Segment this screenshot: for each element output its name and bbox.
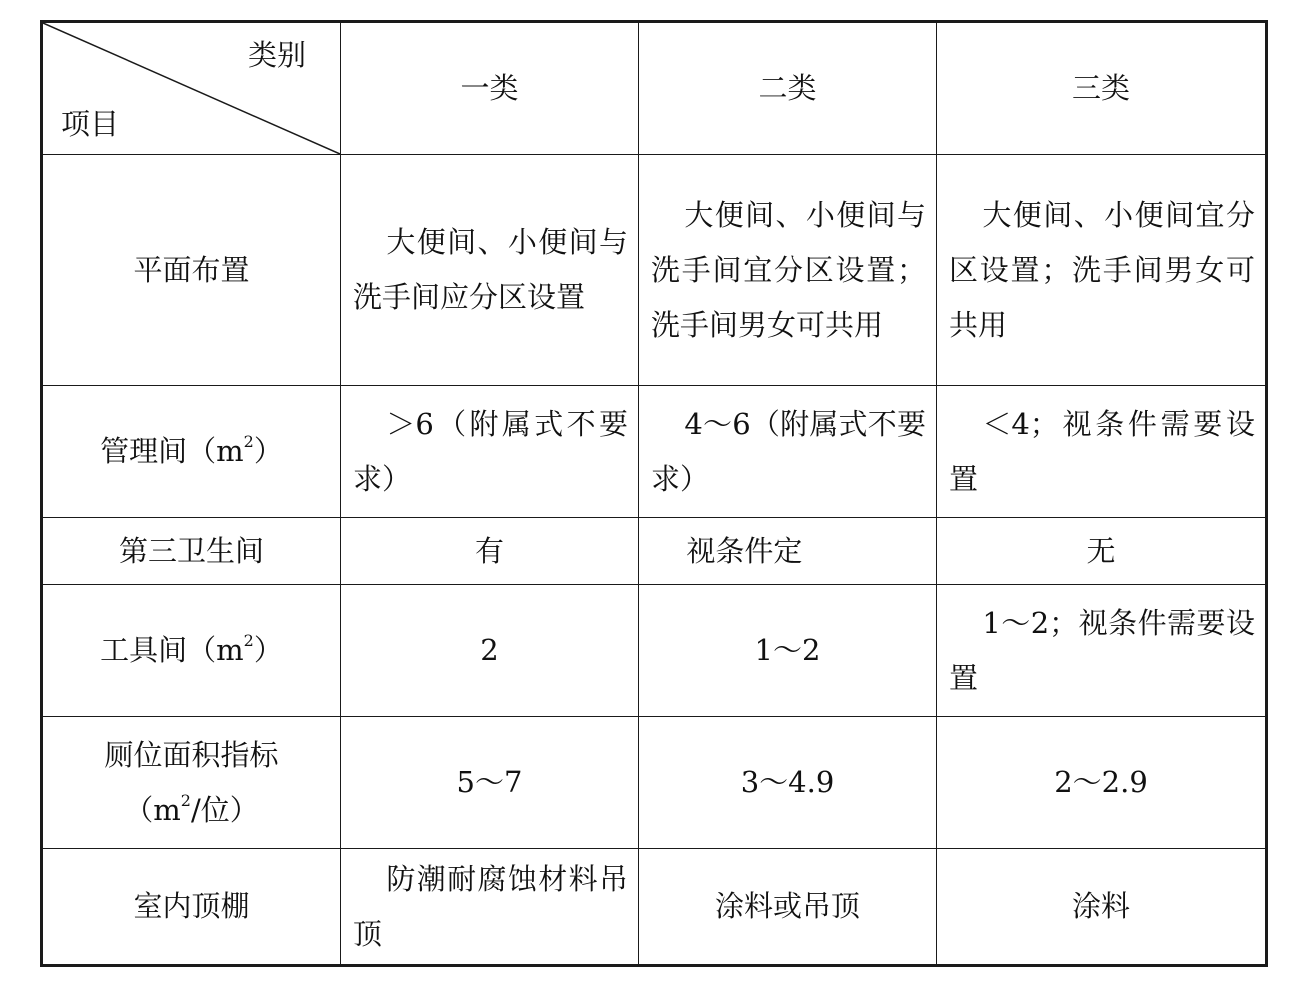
- cell-class2: 涂料或吊顶: [639, 849, 937, 966]
- cell-class3: 2～2.9: [937, 717, 1267, 849]
- toilet-classification-table: [40, 20, 1268, 967]
- table-row: [42, 386, 1267, 518]
- cell-class1: 防潮耐腐蚀材料吊顶: [341, 849, 639, 966]
- header-class2: 二类: [639, 22, 937, 155]
- cell-class3: 大便间、小便间宜分区设置；洗手间男女可共用: [937, 155, 1267, 386]
- superscript: 2: [243, 631, 254, 650]
- row-label: 管理间$(m^2)$: [42, 386, 341, 518]
- row-label: 工具间$(m^2)$: [42, 585, 341, 717]
- table-row: [42, 518, 1267, 585]
- superscript: 2: [243, 432, 254, 451]
- cell-class1: ＞6（附属式不要求）: [341, 386, 639, 518]
- cell-class2: 4～6（附属式不要求）: [639, 386, 937, 518]
- cell-class1: 有: [341, 518, 639, 585]
- table-row: [42, 155, 1267, 386]
- cell-class3: 1～2；视条件需要设置: [937, 585, 1267, 717]
- cell-class3: 涂料: [937, 849, 1267, 966]
- diagonal-header-cell: [42, 22, 341, 155]
- cell-class3: 无: [937, 518, 1267, 585]
- cell-class1: 5～7: [341, 717, 639, 849]
- table-header-row: [42, 22, 1267, 155]
- item-label: 项目: [61, 107, 120, 141]
- row-label: 室内顶棚: [42, 849, 341, 966]
- cell-class2: 大便间、小便间与洗手间宜分区设置；洗手间男女可共用: [639, 155, 937, 386]
- cell-class1: 大便间、小便间与洗手间应分区设置: [341, 155, 639, 386]
- superscript: 2: [180, 790, 191, 810]
- row-label: 平面布置: [42, 155, 341, 386]
- row-label: 厕位面积指标 （$m^2/$位）: [42, 717, 341, 849]
- table-row: [42, 849, 1267, 966]
- category-label: 类别: [247, 38, 306, 72]
- cell-class3: ＜4；视条件需要设置: [937, 386, 1267, 518]
- cell-class1: 2: [341, 585, 639, 717]
- row-label: 第三卫生间: [42, 518, 341, 585]
- cell-class2: 3～4.9: [639, 717, 937, 849]
- cell-class2: 视条件定: [639, 518, 937, 585]
- table-row: [42, 717, 1267, 849]
- header-class3: 三类: [937, 22, 1267, 155]
- cell-class2: 1～2: [639, 585, 937, 717]
- header-class1: 一类: [341, 22, 639, 155]
- table-row: [42, 585, 1267, 717]
